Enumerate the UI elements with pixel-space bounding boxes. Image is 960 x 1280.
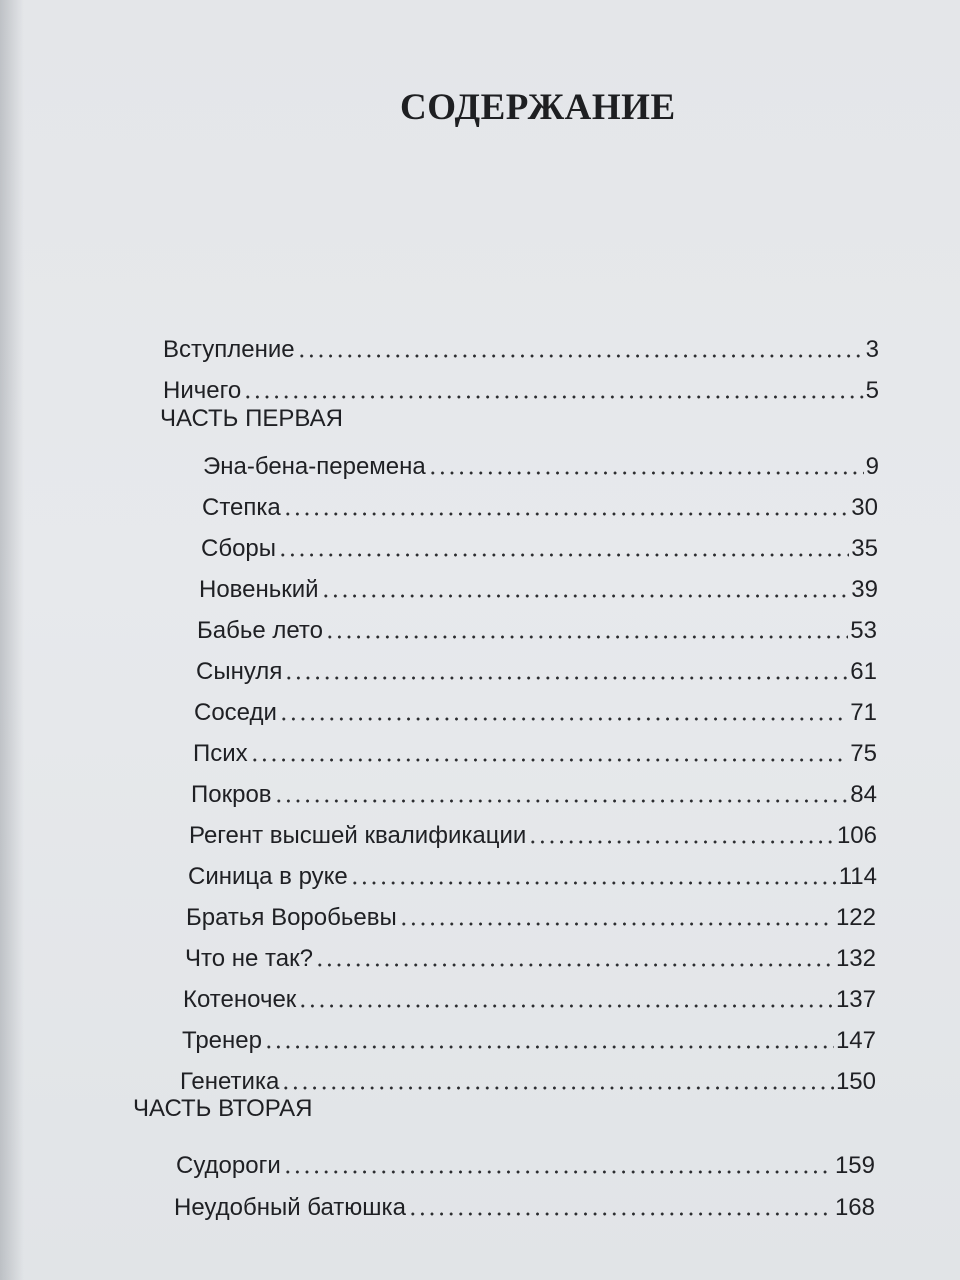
toc-entry-label: Судороги <box>176 1152 281 1179</box>
toc-entry <box>194 697 877 729</box>
toc-entry <box>174 1192 875 1224</box>
toc-entry-label: Генетика <box>180 1068 280 1095</box>
dot-leader <box>279 717 848 721</box>
toc-entry-label: Сборы <box>201 535 277 562</box>
dot-leader <box>325 635 848 639</box>
toc-entry-page: 3 <box>865 336 879 363</box>
toc-entry-label: Тренер <box>182 1027 262 1054</box>
dot-leader <box>283 1170 833 1174</box>
toc-entry <box>199 574 878 606</box>
toc-entry-label: Новенький <box>199 576 319 603</box>
dot-leader <box>283 512 850 516</box>
toc-entry-label: Эна-бена-перемена <box>203 453 426 480</box>
toc-entry-page: 84 <box>850 781 877 808</box>
toc-entry-page: 159 <box>834 1152 875 1179</box>
dot-leader <box>250 758 849 762</box>
toc-entry <box>188 861 877 893</box>
part-two-heading: ЧАСТЬ ВТОРАЯ <box>133 1095 313 1122</box>
toc-entry-label: Неудобный батюшка <box>174 1194 406 1221</box>
toc-entry-page: 39 <box>851 576 878 603</box>
toc-entry-intro <box>163 334 879 366</box>
dot-leader <box>281 1086 834 1090</box>
toc-entry-page: 114 <box>838 863 877 890</box>
toc-entry-label: Котеночек <box>183 986 297 1013</box>
toc-entry-page: 147 <box>835 1027 876 1054</box>
toc-entry-label: Бабье лето <box>197 617 323 644</box>
toc-entry <box>189 820 877 852</box>
dot-leader <box>321 594 850 598</box>
dot-leader <box>298 1004 834 1008</box>
toc-entry-page: 122 <box>835 904 876 931</box>
toc-entry <box>176 1150 875 1182</box>
toc-entry-label: Братья Воробьевы <box>186 904 397 931</box>
toc-entry-label: Соседи <box>194 699 277 726</box>
toc-entry-label: Регент высшей квалификации <box>189 822 527 849</box>
dot-leader <box>284 676 848 680</box>
toc-entry-page: 150 <box>835 1068 876 1095</box>
dot-leader <box>428 471 864 475</box>
toc-entry <box>191 779 877 811</box>
dot-leader <box>264 1045 834 1049</box>
toc-entry <box>202 492 878 524</box>
dot-leader <box>528 840 835 844</box>
dot-leader <box>408 1212 833 1216</box>
toc-entry-page: 30 <box>851 494 878 521</box>
toc-entry-page: 137 <box>835 986 876 1013</box>
toc-entry-page: 75 <box>850 740 877 767</box>
dot-leader <box>350 881 837 885</box>
toc-entry-label: Покров <box>191 781 272 808</box>
dot-leader <box>243 395 863 399</box>
toc-entry <box>197 615 877 647</box>
toc-entry <box>201 533 878 565</box>
toc-entry-page: 5 <box>865 377 879 404</box>
toc-entry-label: Что не так? <box>185 945 313 972</box>
toc-entry <box>193 738 877 770</box>
toc-entry-page: 35 <box>851 535 878 562</box>
toc-entry <box>196 656 877 688</box>
dot-leader <box>315 963 834 967</box>
toc-entry-page: 9 <box>865 453 879 480</box>
part-one-heading: ЧАСТЬ ПЕРВАЯ <box>160 405 343 432</box>
toc-entry <box>185 943 876 975</box>
toc-entry-label: Псих <box>193 740 248 767</box>
page-title: СОДЕРЖАНИЕ <box>400 87 676 128</box>
toc-entry-page: 168 <box>834 1194 875 1221</box>
toc-entry-page: 106 <box>836 822 877 849</box>
toc-entry <box>186 902 876 934</box>
toc-entry-label: Ничего <box>163 377 242 404</box>
toc-entry <box>183 984 876 1016</box>
toc-entry-label: Сынуля <box>196 658 283 685</box>
toc-entry <box>182 1025 876 1057</box>
dot-leader <box>278 553 849 557</box>
toc-entry-label: Вступление <box>163 336 295 363</box>
toc-entry-page: 132 <box>835 945 876 972</box>
toc-entry-label: Синица в руке <box>188 863 348 890</box>
toc-entry-page: 71 <box>850 699 877 726</box>
toc-entry-page: 53 <box>850 617 877 644</box>
toc-entry <box>203 451 879 483</box>
dot-leader <box>297 354 864 358</box>
dot-leader <box>399 922 834 926</box>
toc-entry-label: Степка <box>202 494 281 521</box>
dot-leader <box>274 799 849 803</box>
toc-entry-page: 61 <box>850 658 877 685</box>
